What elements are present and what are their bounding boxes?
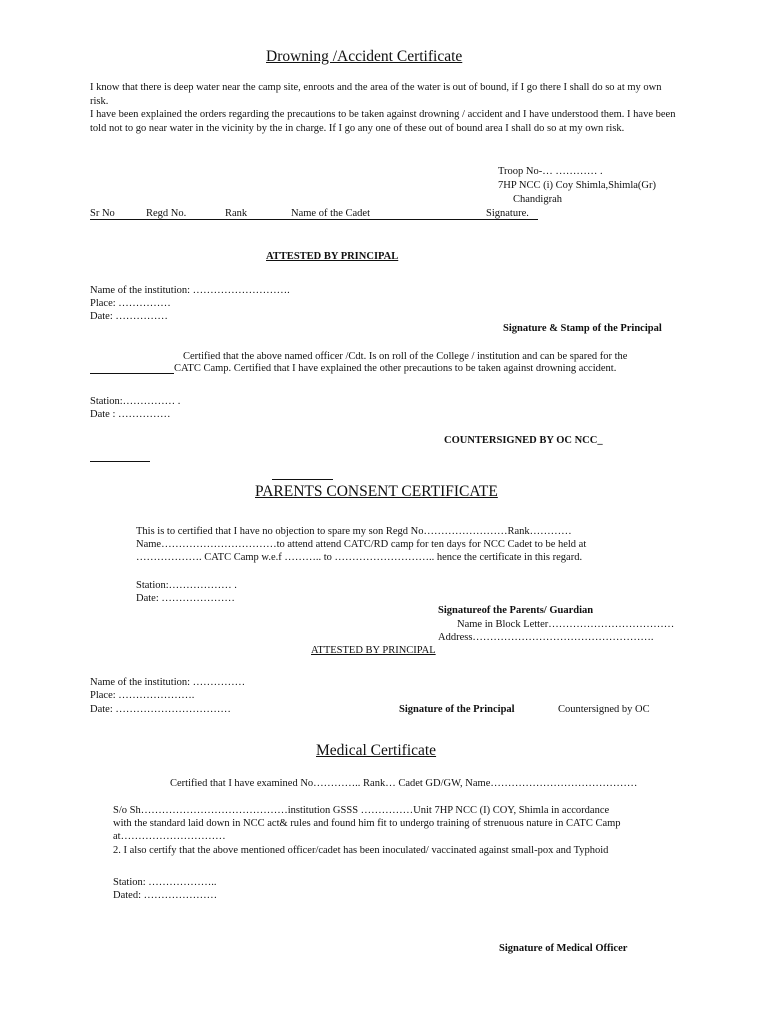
parents-institution-line: Name of the institution: ……………	[90, 677, 246, 688]
separator-rule	[272, 479, 333, 480]
principal-signature-label: Signature & Stamp of the Principal	[503, 323, 662, 334]
medical-line-5: 2. I also certify that the above mentioned officer/cadet has been inoculated/ vaccinated against small-pox and Typhoid	[113, 845, 609, 856]
column-header-rule	[90, 219, 538, 220]
camp-name-blank	[90, 373, 174, 374]
address-line: Address…………………………………………….	[438, 632, 654, 643]
date-line: Date: ……………	[90, 311, 168, 322]
block-letter-name-line: Name in Block Letter………………………………	[457, 619, 675, 630]
drowning-paragraph-2: I have been explained the orders regarding the precautions to be taken against drowning / accident and I have understood them. I have been told not to go near water in the vicinity by the in charge. If I go any one of these out of bound area I shall do so at my own risk.	[90, 109, 676, 134]
parents-line-2: Name……………………………to attend attend CATC/RD camp for ten days for NCC Cadet to be held at	[136, 539, 587, 550]
countersigned-by-oc: Countersigned by OC	[558, 704, 650, 715]
countersign-blank	[90, 461, 150, 462]
attested-by-principal-heading: ATTESTED BY PRINCIPAL	[266, 251, 399, 262]
medical-certificate-title: Medical Certificate	[316, 742, 437, 759]
medical-line-3: with the standard laid down in NCC act& rules and found him fit to undergo training of strenuous nature in CATC Camp	[113, 818, 621, 829]
city-line: Chandigrah	[513, 194, 562, 205]
parents-date-line: Date: …………………	[136, 593, 235, 604]
column-rank: Rank	[225, 208, 248, 219]
column-regd-no: Regd No.	[146, 208, 187, 219]
parents-principal-signature: Signature of the Principal	[399, 704, 515, 715]
parents-line-1: This is to certified that I have no objection to spare my son Regd No……………………Rank…………	[136, 526, 572, 537]
parents-consent-title: PARENTS CONSENT CERTIFICATE	[255, 483, 498, 500]
troop-no-line: Troop No-… ………… .	[498, 166, 603, 177]
parents-attested-heading: ATTESTED BY PRINCIPAL	[311, 645, 436, 656]
parents-station-line: Station:……………… .	[136, 580, 237, 591]
medical-line-1: Certified that I have examined No………….. Rank… Cadet GD/GW, Name……………………………………	[170, 778, 638, 789]
medical-officer-signature: Signature of Medical Officer	[499, 943, 628, 954]
medical-station-line: Station: ………………..	[113, 877, 217, 888]
parents-line-3: ………………. CATC Camp w.e.f ……….. to ……………………….. hence the certificate in this regard.	[136, 552, 583, 563]
drowning-paragraph-1: I know that there is deep water near the camp site, enroots and the area of the water is out of bound, if I go there I shall do so at my own risk.	[90, 82, 662, 107]
medical-dated-line: Dated: …………………	[113, 890, 218, 901]
column-cadet-name: Name of the Cadet	[291, 208, 371, 219]
certified-line-2: CATC Camp. Certified that I have explained the other precautions to be taken against drowning accident.	[174, 363, 617, 374]
unit-line: 7HP NCC (i) Coy Shimla,Shimla(Gr)	[498, 180, 656, 191]
parents-date-line-2: Date: ……………………………	[90, 704, 231, 715]
place-line: Place: ……………	[90, 298, 171, 309]
parents-signature-label: Signatureof the Parents/ Guardian	[438, 605, 594, 616]
parents-place-line: Place: ………………….	[90, 690, 195, 701]
certified-line-1: Certified that the above named officer /Cdt. Is on roll of the College / institution and can be spared for the	[183, 351, 628, 362]
column-signature: Signature.	[486, 208, 529, 219]
countersigned-by-oc-ncc: COUNTERSIGNED BY OC NCC_	[444, 435, 603, 446]
station-line: Station:…………… .	[90, 396, 181, 407]
medical-line-4: at…………………………	[113, 831, 226, 842]
institution-name-line: Name of the institution: ……………………….	[90, 285, 290, 296]
column-sr-no: Sr No	[90, 208, 115, 219]
drowning-certificate-title: Drowning /Accident Certificate	[266, 48, 463, 65]
medical-line-2: S/o Sh……………………………………institution GSSS ……………Unit 7HP NCC (I) COY, Shimla in accordance	[113, 805, 610, 816]
date-line-2: Date : ……………	[90, 409, 171, 420]
